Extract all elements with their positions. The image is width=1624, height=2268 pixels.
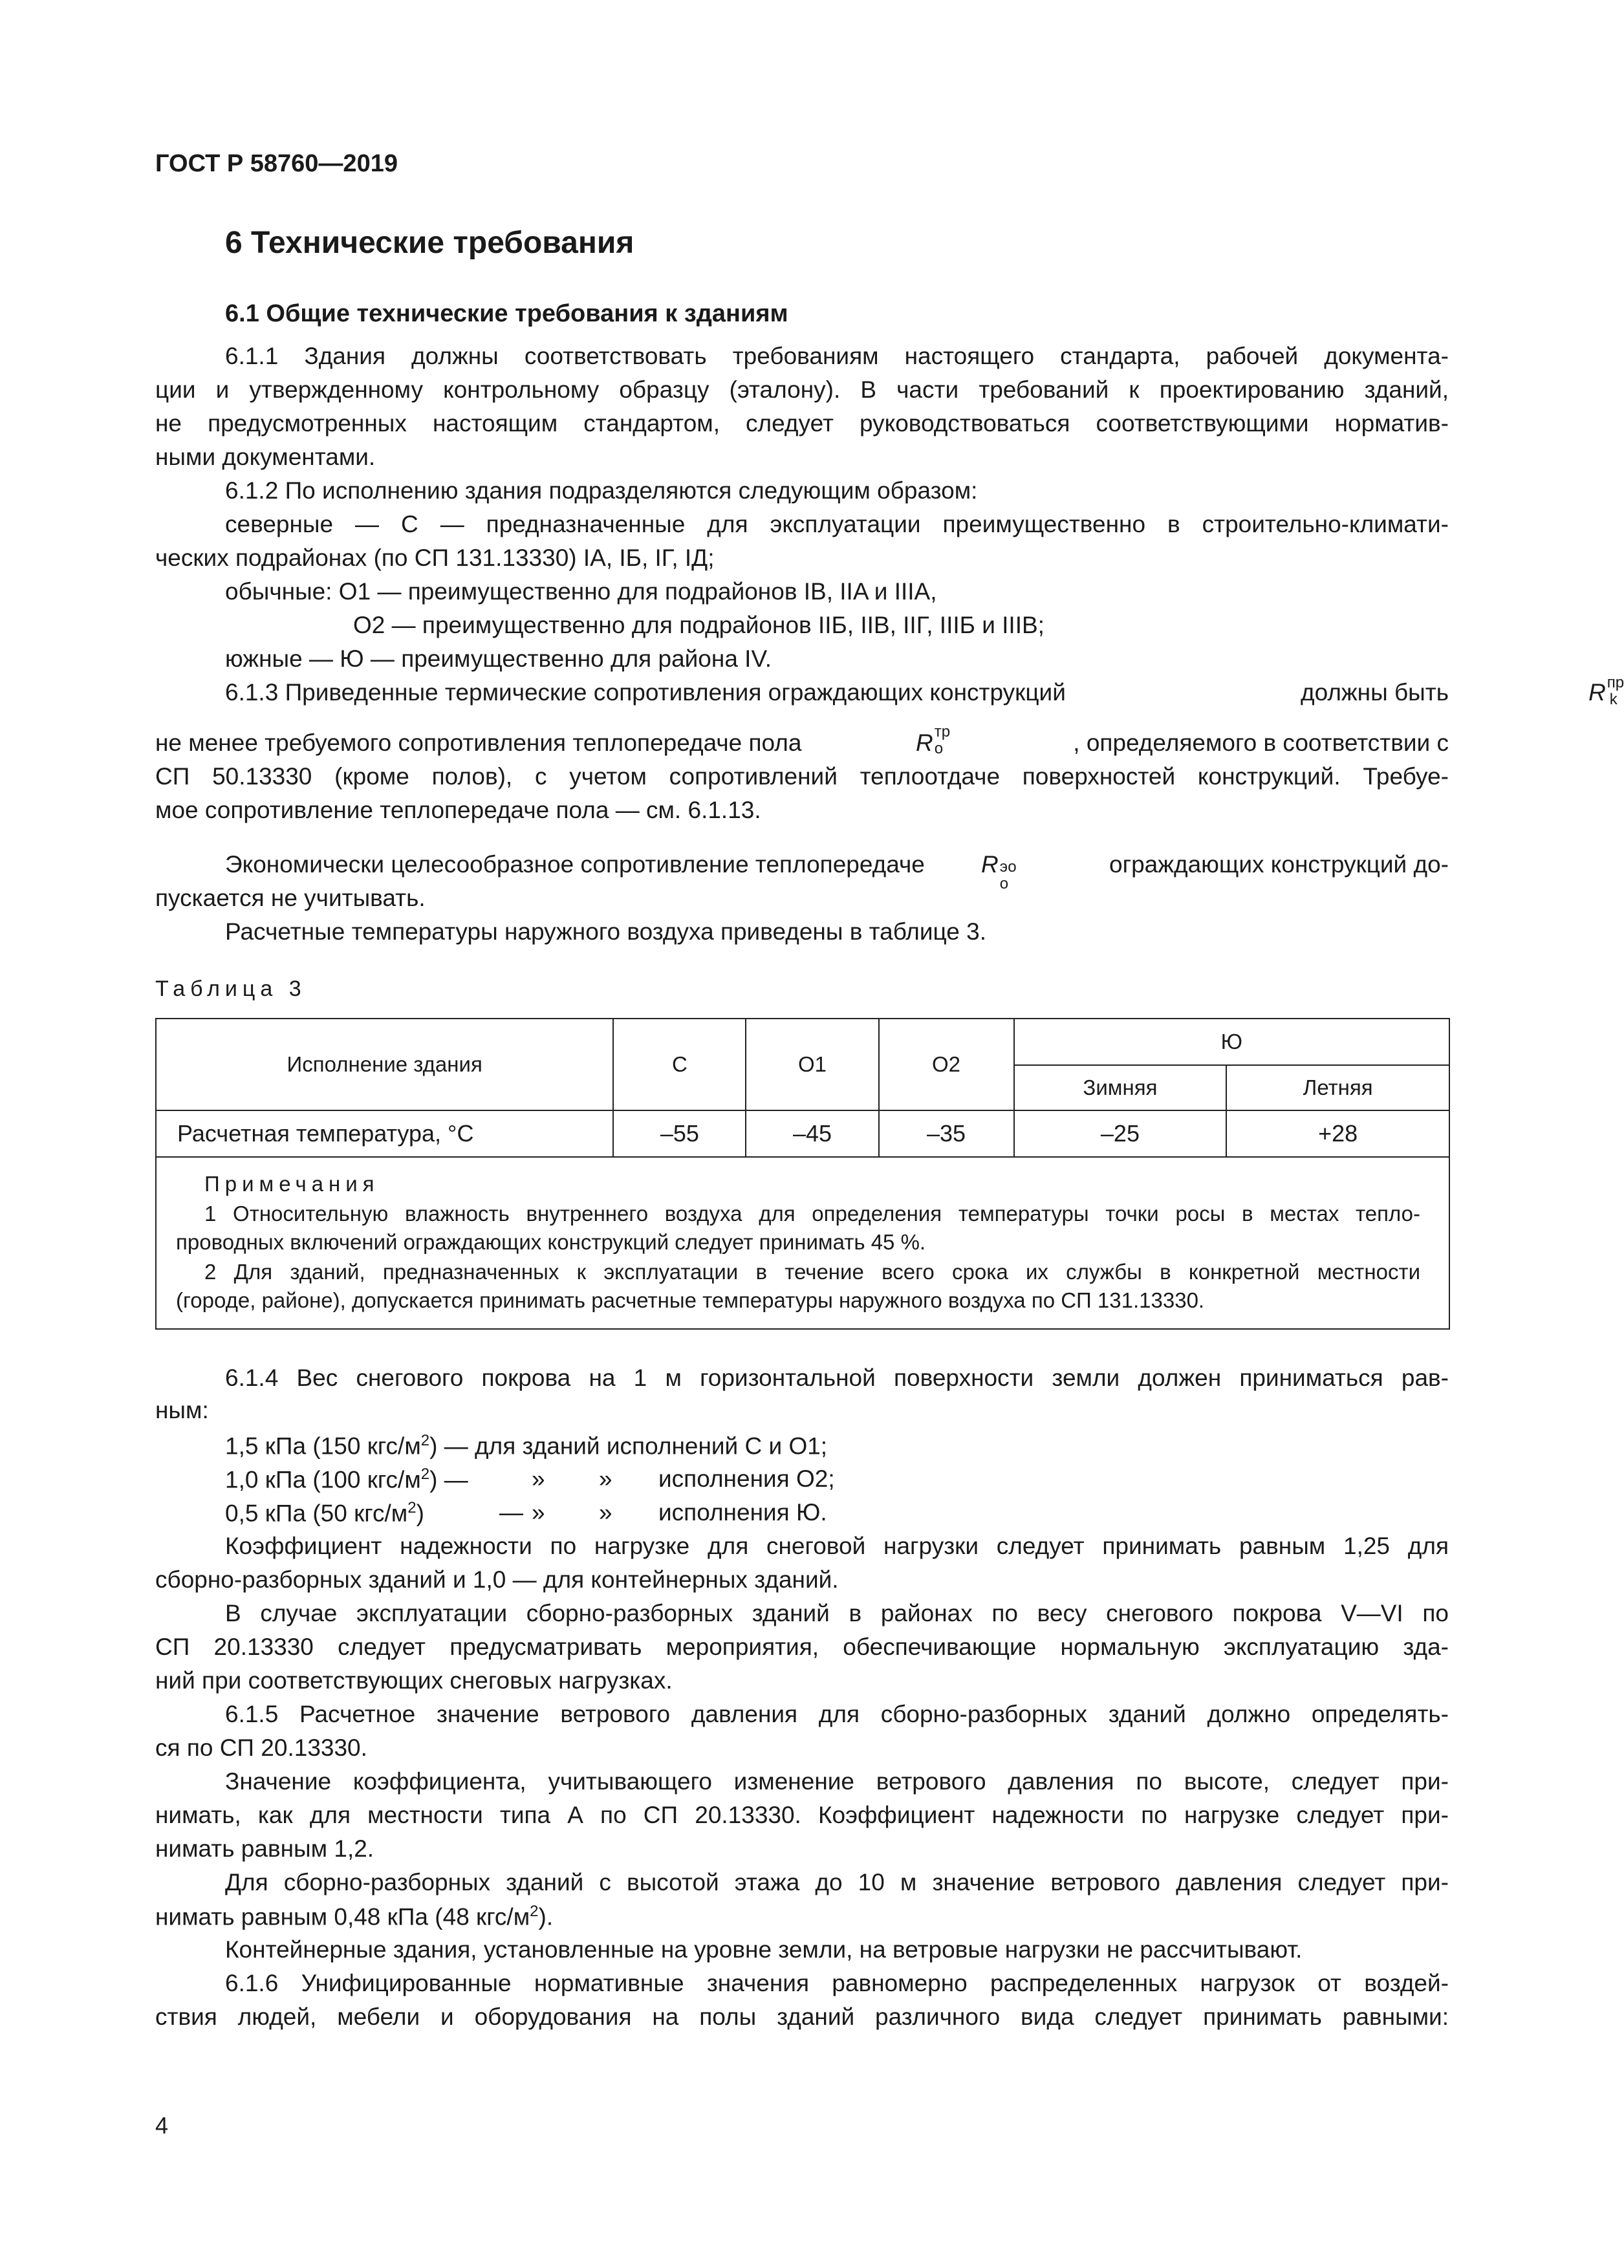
subsection-title: 6.1 Общие технические требования к зданиям (225, 300, 788, 327)
economic-line (225, 851, 1449, 892)
paragraph-6-1-1-line: ции и утвержденному контрольному образцу (эталону). В части требований к проектированию зданий, (155, 376, 1449, 403)
foldable-line: нимать равным 0,48 кПа (48 кгс/$м^2$). (155, 1903, 554, 1930)
note-1-line: проводных включений ограждающих конструкций следует принимать 45 %. (176, 1230, 926, 1254)
snow-load-1: 1,5 кПа (150 кгс/$м^2$) — для зданий исполнений С и О1; (225, 1432, 828, 1460)
symbol-r-tr-o: R тр о (916, 723, 951, 757)
symbol-r-eo-o: R эо о (981, 851, 1017, 892)
paragraph-6-1-3-line (155, 723, 1449, 757)
wind-line: Значение коэффициента, учитывающего изменение ветрового давления по высоте, следует при- (225, 1768, 1449, 1795)
document-id: ГОСТ Р 58760—2019 (155, 150, 398, 177)
paragraph-6-1-6-line: 6.1.6 Унифицированные нормативные значения равномерно распределенных нагрузок от воздей- (225, 1970, 1449, 1996)
execution-north-line: северные — С — предназначенные для эксплуатации преимущественно в строительно-климати- (225, 511, 1449, 537)
table-header-c: С (613, 1019, 746, 1110)
economic-text: ограждающих конструкций до- (1109, 851, 1449, 878)
table-cell-o1: –45 (746, 1110, 878, 1157)
symbol-r-pr-k: R пр k (1588, 674, 1624, 708)
execution-south: южные — Ю — преимущественно для района IV. (225, 645, 772, 672)
table-header-summer: Летняя (1226, 1065, 1449, 1110)
coefficient-line: Коэффициент надежности по нагрузке для снеговой нагрузки следует принимать равным 1,25 для (225, 1533, 1449, 1559)
foldable-line: Для сборно-разборных зданий с высотой этажа до 10 м значение ветрового давления следует при- (225, 1869, 1449, 1895)
section-title: 6 Технические требования (225, 226, 634, 260)
container-line: Контейнерные здания, установленные на уровне земли, на ветровые нагрузки не рассчитывают. (225, 1936, 1303, 1963)
case-line: В случае эксплуатации сборно-разборных зданий в районах по весу снегового покрова V—VI по (225, 1600, 1449, 1626)
snow-load-2: 1,0 кПа (100 кгс/$м^2$) — » » исполнения О2; (225, 1465, 835, 1493)
table-reference: Расчетные температуры наружного воздуха приведены в таблице 3. (225, 918, 987, 945)
paragraph-6-1-3-text: 6.1.3 Приведенные термические сопротивления ограждающих конструкций (225, 679, 1066, 706)
table-header-o2: О2 (879, 1019, 1014, 1110)
case-line: СП 20.13330 следует предусматривать мероприятия, обеспечивающие нормальную эксплуатацию зда- (155, 1634, 1449, 1660)
page-number: 4 (155, 2112, 169, 2139)
note-2-line: 2 Для зданий, предназначенных к эксплуатации в течение всего срока их службы в конкретной местности (204, 1260, 1420, 1284)
table-notes (155, 1156, 1450, 1330)
execution-ordinary-o1: обычные: О1 — преимущественно для подрайонов IB, IIA и IIIA, (225, 578, 937, 605)
paragraph-6-1-5-line: 6.1.5 Расчетное значение ветрового давления для сборно-разборных зданий должно определять- (225, 1701, 1449, 1727)
table-header-execution: Исполнение здания (156, 1019, 613, 1110)
wind-line: нимать, как для местности типа А по СП 20.13330. Коэффициент надежности по нагрузке следует при- (155, 1802, 1449, 1828)
case-line: ний при соответствующих снеговых нагрузках. (155, 1667, 673, 1694)
paragraph-6-1-4-line: 6.1.4 Вес снегового покрова на 1 м горизонтальной поверхности земли должен приниматься рав- (225, 1365, 1449, 1391)
table-header-winter: Зимняя (1014, 1065, 1227, 1110)
table-header-o1: О1 (746, 1019, 878, 1110)
table-cell-c: –55 (613, 1110, 746, 1157)
paragraph-6-1-6-line: ствия людей, мебели и оборудования на полы зданий различного вида следует принимать равными: (155, 2003, 1449, 2030)
note-2-line: (городе, районе), допускается принимать расчетные температуры наружного воздуха по СП 131.13330. (176, 1288, 1205, 1312)
paragraph-6-1-1-line: не предусмотренных настоящим стандартом, следует руководствоваться соответствующими норматив- (155, 410, 1449, 437)
paragraph-6-1-3-line: СП 50.13330 (кроме полов), с учетом сопротивлений теплоотдаче поверхностей конструкций. Требуе- (155, 763, 1449, 790)
paragraph-6-1-1-line: 6.1.1 Здания должны соответствовать требованиям настоящего стандарта, рабочей документа- (225, 343, 1449, 369)
paragraph-6-1-1-line: ными документами. (155, 444, 376, 470)
snow-load-3: 0,5 кПа (50 кгс/$м^2$) — » » исполнения Ю. (225, 1499, 827, 1527)
paragraph-6-1-3-line (225, 674, 1624, 708)
execution-ordinary-o2: О2 — преимущественно для подрайонов IIБ, IIB, IIГ, IIIБ и IIIB; (353, 612, 1045, 638)
economic-line: пускается не учитывать. (155, 885, 426, 911)
paragraph-6-1-2: 6.1.2 По исполнению здания подразделяются следующим образом: (225, 477, 978, 504)
table-3 (155, 1018, 1450, 1158)
table-cell-o2: –35 (879, 1110, 1014, 1157)
table-header-yu: Ю (1014, 1019, 1449, 1065)
paragraph-6-1-3-text-end: должны быть (1300, 679, 1449, 706)
paragraph-6-1-4-line: ным: (155, 1397, 209, 1423)
table-caption: Таблица 3 (155, 977, 307, 1001)
execution-north-line: ческих подрайонах (по СП 131.13330) IA, IБ, IГ, IД; (155, 545, 715, 571)
paragraph-6-1-3-line: мое сопротивление теплопередаче пола — см. 6.1.13. (155, 797, 761, 823)
table-row-label: Расчетная температура, °С (156, 1110, 613, 1157)
table-cell-summer: +28 (1226, 1110, 1449, 1157)
paragraph-6-1-3-text: , определяемого в соответствии с (1073, 729, 1449, 756)
economic-text: Экономически целесообразное сопротивление теплопередаче (225, 851, 925, 878)
note-1-line: 1 Относительную влажность внутреннего воздуха для определения температуры точки росы в местах тепло- (204, 1202, 1420, 1226)
table-cell-winter: –25 (1014, 1110, 1227, 1157)
paragraph-6-1-5-line: ся по СП 20.13330. (155, 1734, 367, 1761)
coefficient-line: сборно-разборных зданий и 1,0 — для контейнерных зданий. (155, 1566, 839, 1593)
notes-title: Примечания (204, 1172, 380, 1196)
paragraph-6-1-3-text: не менее требуемого сопротивления теплопередаче пола (155, 729, 802, 756)
wind-line: нимать равным 1,2. (155, 1835, 374, 1862)
